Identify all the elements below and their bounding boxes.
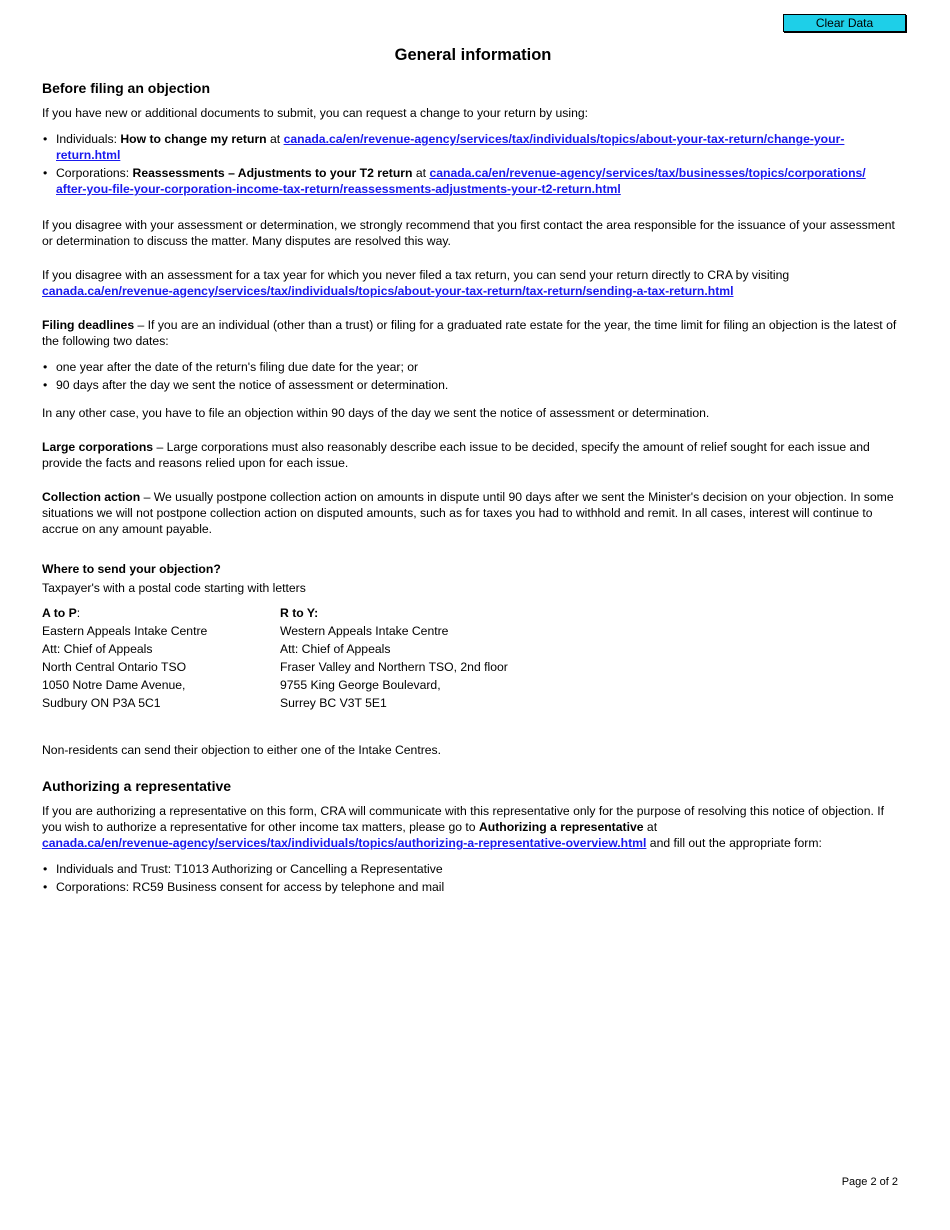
filing-deadlines-paragraph: Filing deadlines – If you are an individual (other than a trust) or filing for a graduated rate estate for the year, the time limit for filing an objection is the latest of the following two dates: [42, 318, 897, 348]
never-filed-paragraph: If you disagree with an assessment for a tax year for which you never filed a tax return, you can send your return directly to CRA by visiting canada.ca/en/revenue-agency/services/tax/individuals/topics/about-your-tax-return/tax-return/sending-a-tax-return.html [42, 268, 790, 298]
large-corporations-paragraph: Large corporations – Large corporations must also reasonably describe each issue to be decided, specify the amount of relief sought for each issue and provide the facts and reasons relied upon for each issue. [42, 440, 870, 470]
clear-data-button[interactable]: Clear Data [783, 14, 906, 32]
authorizing-link[interactable]: canada.ca/en/revenue-agency/services/tax/individuals/topics/authorizing-a-representative-overview.html [42, 836, 647, 850]
deadlines-list [42, 359, 904, 393]
authorizing-paragraph: If you are authorizing a representative on this form, CRA will communicate with this representative only for the purpose of resolving this notice of objection. If you wish to authorize a representative for other income tax matters, please go to Authorizing a representative at canada.ca/en/revenue-agency/services/tax/individuals/topics/authorizing-a-representative-overview.html and fill out the appropriate form: [42, 804, 885, 850]
authorizing-heading: Authorizing a representative [42, 778, 232, 794]
postal-code-subtext: Taxpayer's with a postal code starting with letters [42, 581, 306, 595]
change-return-list [42, 131, 904, 197]
forms-list [42, 861, 904, 895]
list-item-corporations: • Corporations: Reassessments – Adjustments to your T2 return at canada.ca/en/revenue-agency/services/tax/businesses/topics/corporations/ after-you-file-your-corporation-income-tax-return/reassessments-adjustments-your-t2-return.html [56, 165, 904, 197]
address-a-to-p: A to P: Eastern Appeals Intake Centre Att: Chief of Appeals North Central Ontario TSO 1050 Notre Dame Avenue, Sudbury ON P3A 5C1 [42, 606, 208, 710]
non-residents-paragraph: Non-residents can send their objection to either one of the Intake Centres. [42, 743, 442, 757]
list-item: • one year after the date of the return's filing due date for the year; or [56, 359, 904, 375]
other-case-paragraph: In any other case, you have to file an objection within 90 days of the day we sent the notice of assessment or determination. [42, 406, 710, 420]
intake-addresses [42, 604, 904, 712]
sending-tax-return-link[interactable]: canada.ca/en/revenue-agency/services/tax/individuals/topics/about-your-tax-return/tax-return/sending-a-tax-return.html [42, 284, 734, 298]
page-content [42, 44, 904, 897]
before-filing-heading: Before filing an objection [42, 80, 211, 96]
address-r-to-y: R to Y: Western Appeals Intake Centre Att: Chief of Appeals Fraser Valley and Northern TSO, 2nd floor 9755 King George Boulevard, Surrey BC V3T 5E1 [280, 606, 508, 710]
change-return-link[interactable]: canada.ca/en/revenue-agency/services/tax/individuals/topics/about-your-tax-return/change-your-return.html [56, 132, 845, 162]
where-to-send-heading: Where to send your objection? [42, 562, 221, 576]
reassessments-link[interactable]: canada.ca/en/revenue-agency/services/tax/businesses/topics/corporations/ after-you-file-your-corporation-income-tax-return/reassessments-adjustments-your-t2-return.html [56, 166, 866, 196]
list-item: • 90 days after the day we sent the notice of assessment or determination. [56, 377, 904, 393]
list-item-individuals: • Individuals: How to change my return at canada.ca/en/revenue-agency/services/tax/individuals/topics/about-your-tax-return/change-your-return.html [56, 131, 904, 163]
before-filing-intro: If you have new or additional documents to submit, you can request a change to your return by using: [42, 106, 589, 120]
page-title: General information [394, 46, 552, 64]
collection-action-paragraph: Collection action – We usually postpone collection action on amounts in dispute until 90 days after we sent the Minister's decision on your objection. In some situations we will not postpone collection action on disputed amounts, such as for taxes you had to withhold and remit. In all cases, interest will continue to accrue on any amount payable. [42, 490, 894, 536]
page-number: Page 2 of 2 [841, 1176, 898, 1188]
list-item: • Individuals and Trust: T1013 Authorizing or Cancelling a Representative [56, 861, 904, 877]
list-item: • Corporations: RC59 Business consent for access by telephone and mail [56, 879, 904, 895]
disagree-paragraph: If you disagree with your assessment or determination, we strongly recommend that you first contact the area responsible for the issuance of your assessment or determination to discuss the matter. Many disputes are resolved this way. [42, 218, 895, 248]
